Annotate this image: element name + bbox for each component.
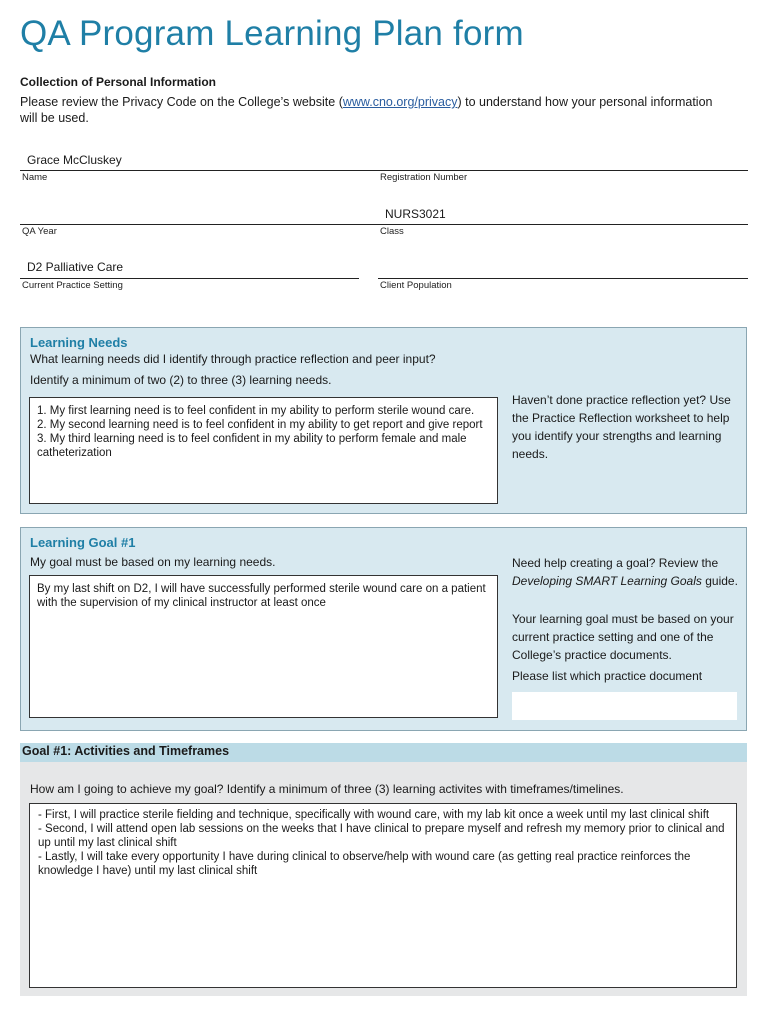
class-underline xyxy=(378,224,748,225)
qa-year-label: QA Year xyxy=(22,226,57,237)
learning-needs-instruction: Identify a minimum of two (2) to three (3) learning needs. xyxy=(30,373,332,387)
registration-field[interactable] xyxy=(378,153,748,187)
practice-setting-underline xyxy=(20,278,359,279)
name-value[interactable]: Grace McCluskey xyxy=(27,153,122,167)
class-label: Class xyxy=(380,226,404,237)
practice-setting-value[interactable]: D2 Palliative Care xyxy=(27,260,124,274)
learning-goal-tip2: Your learning goal must be based on your current practice setting and one of the College’s practice documents. xyxy=(512,612,734,662)
qa-year-field[interactable] xyxy=(20,207,390,241)
name-field[interactable] xyxy=(20,153,390,187)
goal-tip-after: guide. xyxy=(705,574,738,588)
learning-goal-panel xyxy=(20,527,747,731)
client-population-field[interactable] xyxy=(378,260,748,294)
learning-goal-instruction: My goal must be based on my learning needs. xyxy=(30,555,276,569)
registration-underline xyxy=(378,170,748,171)
class-field[interactable] xyxy=(378,207,748,241)
privacy-link[interactable]: www.cno.org/privacy xyxy=(342,95,458,109)
name-label: Name xyxy=(22,172,48,183)
practice-document-prompt: Please list which practice document xyxy=(512,669,703,683)
registration-label: Registration Number xyxy=(380,172,468,183)
learning-needs-answer[interactable]: 1. My first learning need is to feel confident in my ability to perform sterile wound care. 2. My second learning need is to feel confident in my ability to get report and give report 3. My third learning need is to feel confident in my ability to perform female and male catheterization xyxy=(29,397,498,504)
learning-needs-tip: Haven’t done practice reflection yet? Use the Practice Reflection worksheet to help you identify your strengths and learning needs. xyxy=(512,393,731,461)
learning-needs-title: Learning Needs xyxy=(30,335,128,350)
page-title: QA Program Learning Plan form xyxy=(20,14,524,53)
practice-setting-label: Current Practice Setting xyxy=(22,280,123,291)
client-population-underline xyxy=(378,278,748,279)
learning-goal-title: Learning Goal #1 xyxy=(30,535,136,550)
goal-tip-before: Need help creating a goal? Review the xyxy=(512,556,719,570)
activities-heading: Goal #1: Activities and Timeframes xyxy=(22,744,230,758)
activities-answer[interactable]: - First, I will practice sterile fielding and technique, specifically with wound care, with my lab kit once a week until my last clinical shift - Second, I will attend open lab sessions on the weeks that I have clinical to prepare myself and refresh my memory prior to clinical and up until my last clinical shift - Lastly, I will take every opportunity I have during clinical to observe/help with wound care (as getting real practice reinforces the knowledge I have) until my last clinical shift xyxy=(29,803,737,988)
client-population-label: Client Population xyxy=(380,280,452,291)
qa-year-underline xyxy=(20,224,390,225)
learning-goal-tip xyxy=(512,554,742,590)
class-value[interactable]: NURS3021 xyxy=(385,207,446,221)
activities-section xyxy=(20,762,747,996)
name-underline xyxy=(20,170,390,171)
activities-heading-band xyxy=(20,743,747,762)
practice-setting-field[interactable] xyxy=(20,260,359,294)
collection-text xyxy=(20,94,720,126)
learning-needs-panel xyxy=(20,327,747,514)
practice-document-input[interactable] xyxy=(512,692,737,720)
learning-goal-answer[interactable]: By my last shift on D2, I will have successfully performed sterile wound care on a patient with the supervision of my clinical instructor at least once xyxy=(29,575,498,718)
smart-goals-guide-title: Developing SMART Learning Goals xyxy=(512,574,702,588)
learning-needs-question: What learning needs did I identify through practice reflection and peer input? xyxy=(30,352,436,366)
collection-text-before: Please review the Privacy Code on the College’s website ( xyxy=(20,95,343,109)
activities-instruction: How am I going to achieve my goal? Identify a minimum of three (3) learning activites with timeframes/timelines. xyxy=(30,782,624,796)
collection-text-after: ) to understand how your personal information will be used. xyxy=(20,95,713,125)
collection-heading: Collection of Personal Information xyxy=(20,75,217,89)
